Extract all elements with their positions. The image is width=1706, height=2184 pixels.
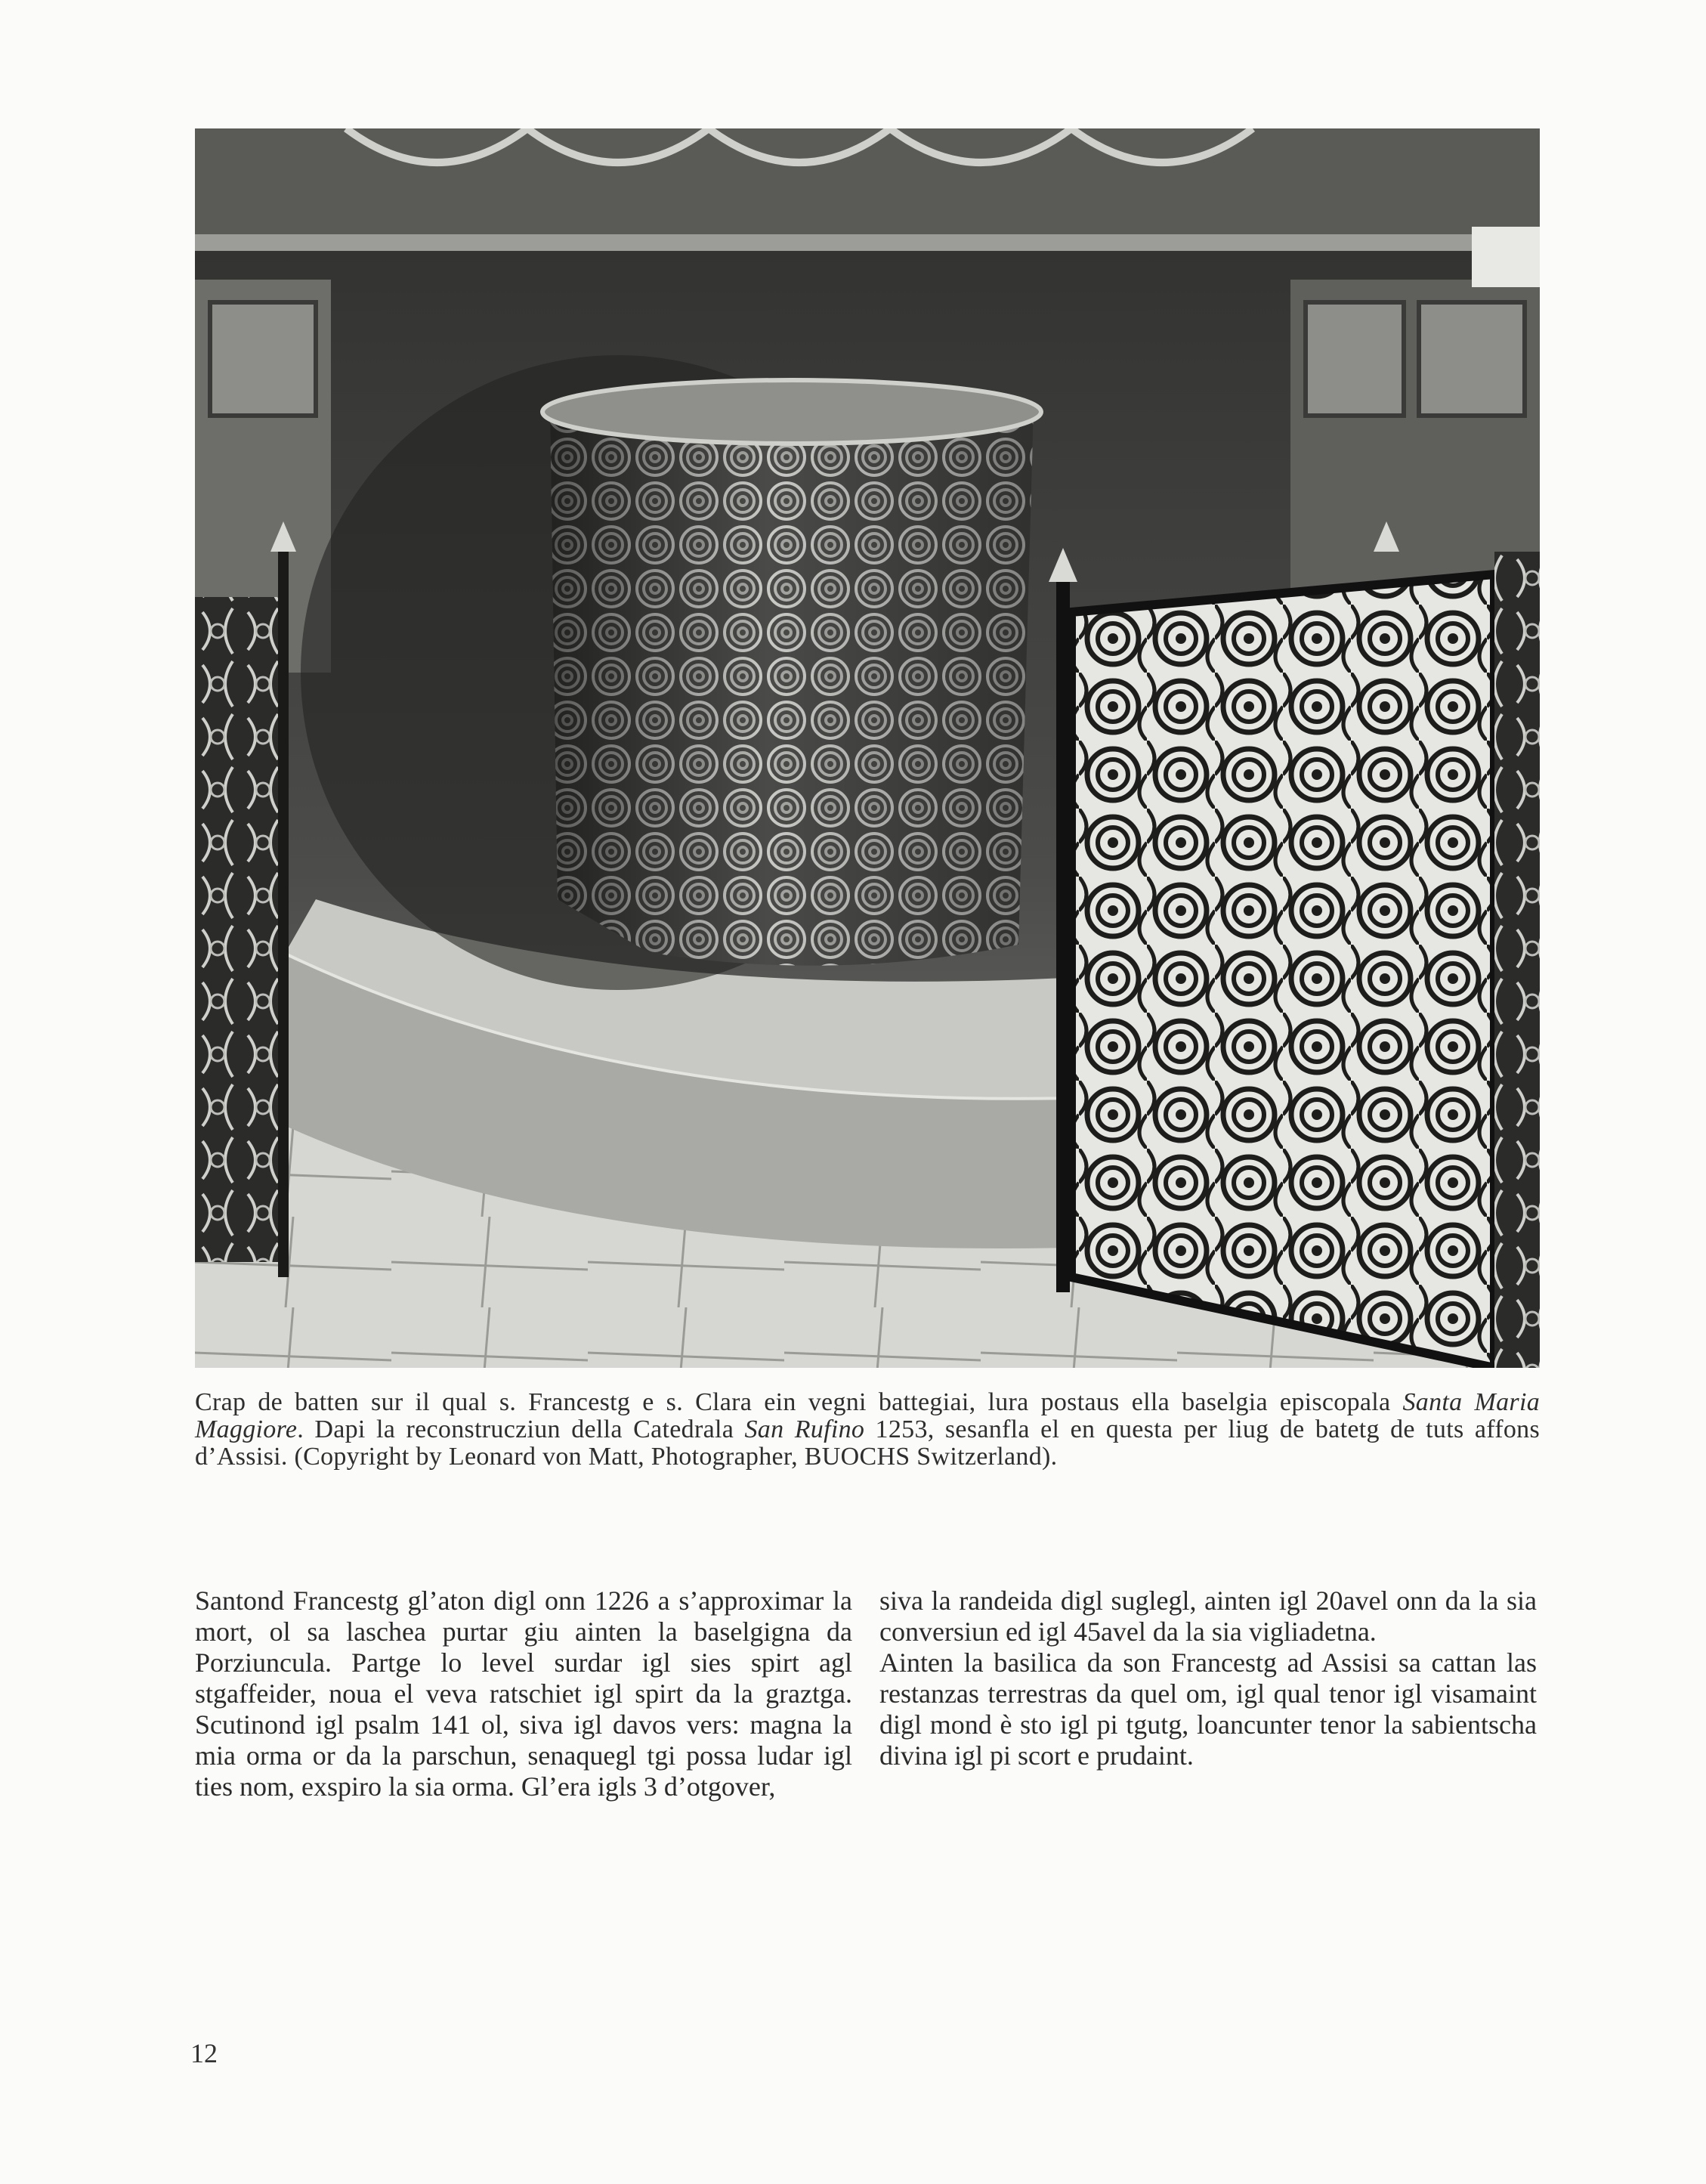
- body-paragraph: Ainten la basilica da son Francestg ad Assisi sa cattan las restanzas terrestras da quel om, igl qual tenor igl visamaint digl mond è sto igl pi tgutg, loancunter tenor la sabientscha divina igl pi scort e prudaint.: [879, 1647, 1537, 1771]
- body-paragraph: Santond Francestg gl’aton digl onn 1226 a s’approximar la mort, ol sa laschea purtar giu ainten la baselgigna da Porziuncula. Partge lo level surdar igl sies spirt agl stgaffeider, noua el veva ratschiet igl spirt da la graztga. Scutinond igl psalm 141 ol, siva igl davos vers: magna la mia orma or da la parschun, senaquegl tgi possa ludar igl ties nom, exspiro la sia orma. Gl’era igls 3 d’otgover,: [195, 1585, 852, 1802]
- body-column-left: [195, 1585, 852, 1802]
- photo-caption: [195, 1389, 1540, 1471]
- caption-paragraph: [195, 1389, 1540, 1471]
- caption-text-2: . Dapi la reconstrucziun della Catedrala: [297, 1415, 745, 1443]
- photo-illustration: [195, 128, 1540, 1368]
- caption-cathedral-name: San Rufino: [744, 1415, 865, 1443]
- caption-text-3: 1253, sesanfla el en questa per liug de batetg de tuts affons d’Assisi. (Copyright by Leonard von Matt, Photographer, BUOCHS Switzerland).: [195, 1415, 1540, 1471]
- baptismal-font-photograph: [195, 128, 1540, 1368]
- caption-text-1: Crap de batten sur il qual s. Francestg e s. Clara ein vegni battegiai, lura postaus ella baselgia episcopala: [195, 1388, 1403, 1416]
- caption-church-name: Santa Maria Maggiore: [195, 1388, 1540, 1443]
- page-number: 12: [190, 2038, 218, 2068]
- body-paragraph: siva la randeida digl suglegl, ainten igl 20avel onn da la sia conversiun ed igl 45avel da la sia vigliadetna.: [879, 1585, 1537, 1647]
- body-column-right: [879, 1585, 1537, 1771]
